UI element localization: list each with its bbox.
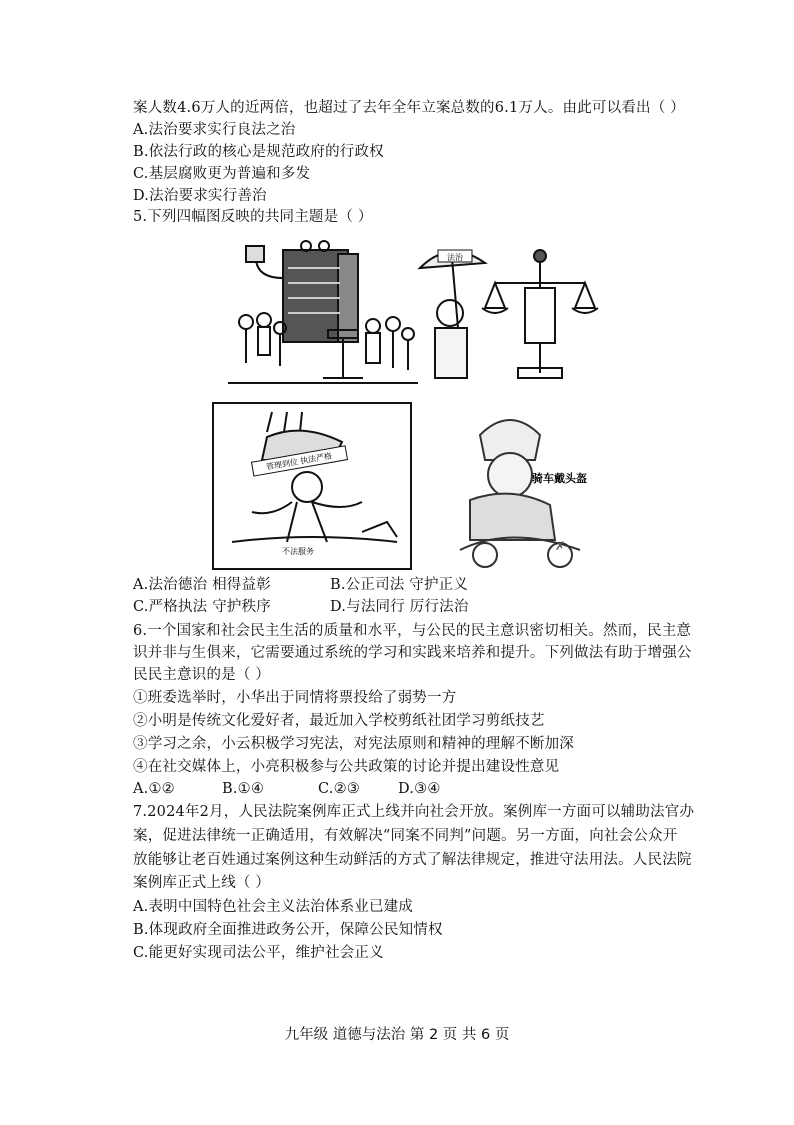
q4-option-a: A.法治要求实行良法之治 [133, 122, 296, 138]
svg-text:法治: 法治 [447, 253, 463, 262]
q4-option-b: B.依法行政的核心是规范政府的行政权 [133, 144, 384, 160]
q7-stem-line-4: 案例库正式上线（ ） [133, 875, 271, 891]
q5-option-a: A.法治德治 相得益彰 [133, 577, 271, 593]
q5-option-b: B.公正司法 守护正义 [330, 577, 469, 593]
q6-item-3: ③学习之余，小云积极学习宪法，对宪法原则和精神的理解不断加深 [133, 736, 574, 752]
q6-option-d: D.③④ [398, 781, 441, 797]
q4-stem-tail: 案人数4.6万人的近两倍，也超过了去年全年立案总数的6.1万人。由此可以看出（ ） [133, 100, 685, 116]
q7-option-c: C.能更好实现司法公平，维护社会正义 [133, 945, 384, 961]
helmet-caption: 骑车戴头盔 [532, 472, 587, 485]
q7-stem-line-3: 放能够让老百姓通过案例这种生动鲜活的方式了解法律规定，推进守法用法。人民法院 [133, 852, 692, 868]
q6-option-b: B.①④ [222, 781, 265, 797]
q6-item-2: ②小明是传统文化爱好者，最近加入学校剪纸社团学习剪纸技艺 [133, 713, 545, 729]
photo-helmet-rider [440, 405, 635, 570]
umbrella-sign [438, 250, 472, 262]
ground-text: 不法服务 [282, 547, 314, 556]
q7-option-b: B.体现政府全面推进政务公开，保障公民知情权 [133, 922, 443, 938]
q6-stem-line-2: 识并非与生俱来，它需要通过系统的学习和实践来培养和提升。下列做法有助于增强公 [133, 645, 692, 661]
q7-option-a: A.表明中国特色社会主义法治体系业已建成 [133, 899, 414, 915]
q6-item-1: ①班委选举时，小华出于同情将票投给了弱势一方 [133, 690, 457, 706]
q5-option-d: D.与法同行 厉行法治 [330, 599, 469, 615]
svg-text:管理到位 执法严格: 管理到位 执法严格 [265, 451, 333, 472]
cartoon-law-book [228, 238, 418, 388]
q7-stem-line-1: 7.2024年2月，人民法院案例库正式上线并向社会开放。案例库一方面可以辅助法官办 [133, 804, 695, 820]
svg-text:✗: ✗ [555, 539, 566, 553]
q6-option-a: A.①② [133, 781, 175, 797]
q6-stem-line-1: 6.一个国家和社会民主生活的质量和水平，与公民的民主意识密切相关。然而，民主意 [133, 623, 692, 639]
q6-item-4: ④在社交媒体上，小亮积极参与公共政策的讨论并提出建设性意见 [133, 759, 560, 775]
q4-option-c: C.基层腐败更为普遍和多发 [133, 166, 311, 182]
q7-stem-line-2: 案，促进法律统一正确适用，有效解决“同案不同判”问题。另一方面，向社会公众开 [133, 828, 678, 844]
q5-stem: 5.下列四幅图反映的共同主题是（ ） [133, 209, 373, 225]
q6-option-c: C.②③ [318, 781, 360, 797]
cartoon-law-enforcement [212, 402, 412, 570]
cartoon-umbrella-scales [410, 238, 610, 388]
page-footer: 九年级 道德与法治 第 2 页 共 6 页 [284, 1027, 510, 1043]
q4-option-d: D.法治要求实行善治 [133, 188, 267, 204]
q5-option-c: C.严格执法 守护秩序 [133, 599, 271, 615]
q6-stem-line-3: 民民主意识的是（ ） [133, 667, 271, 683]
